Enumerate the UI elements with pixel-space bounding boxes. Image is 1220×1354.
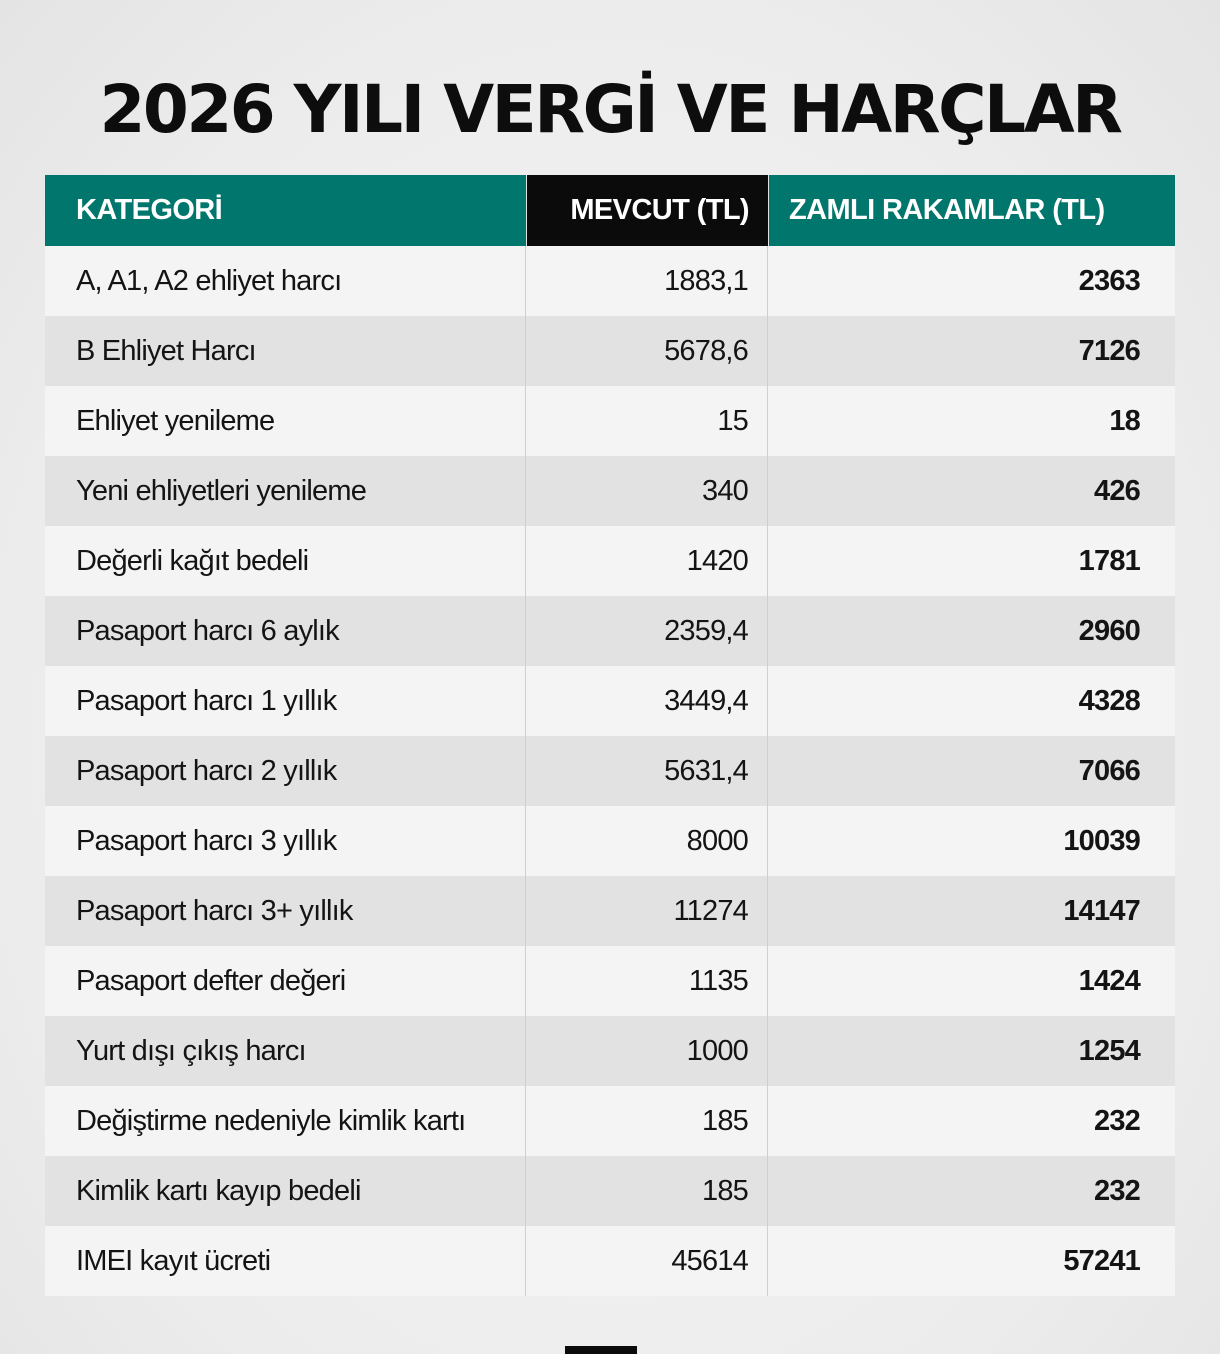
category-cell: Pasaport defter değeri: [45, 946, 526, 1016]
table-row: [45, 736, 1175, 806]
raised-value-cell: 18: [1109, 404, 1140, 437]
header-raised: ZAMLI RAKAMLAR (TL): [768, 175, 1175, 246]
category-cell: Pasaport harcı 1 yıllık: [45, 666, 526, 736]
current-value-cell: 45614: [526, 1226, 768, 1296]
category-cell: Değerli kağıt bedeli: [45, 526, 526, 596]
category-cell: Yurt dışı çıkış harcı: [45, 1016, 526, 1086]
raised-value-cell: 2363: [1078, 264, 1140, 297]
raised-value-cell: 14147: [1063, 894, 1140, 927]
category-cell: IMEI kayıt ücreti: [45, 1226, 526, 1296]
raised-value-cell: 7126: [1078, 334, 1140, 367]
raised-value-cell: 1254: [1078, 1034, 1140, 1067]
raised-value-cell: 4328: [1078, 684, 1140, 717]
category-cell: Pasaport harcı 3+ yıllık: [45, 876, 526, 946]
raised-value-cell: 232: [1094, 1104, 1140, 1137]
current-value-cell: 3449,4: [526, 666, 768, 736]
table-row: [45, 1086, 1175, 1156]
table-row: [45, 876, 1175, 946]
table-header-row: [45, 175, 1175, 246]
table-row: [45, 946, 1175, 1016]
header-current: MEVCUT (TL): [526, 175, 768, 246]
table-row: [45, 1226, 1175, 1296]
table-row: [45, 596, 1175, 666]
raised-value-cell: 232: [1094, 1174, 1140, 1207]
header-category: KATEGORİ: [45, 175, 526, 246]
table-row: [45, 806, 1175, 876]
table-row: [45, 456, 1175, 526]
raised-value-cell: 7066: [1078, 754, 1140, 787]
current-value-cell: 1135: [526, 946, 768, 1016]
category-cell: Değiştirme nedeniyle kimlik kartı: [45, 1086, 526, 1156]
category-cell: A, A1, A2 ehliyet harcı: [45, 246, 526, 316]
current-value-cell: 1883,1: [526, 246, 768, 316]
table-row: [45, 666, 1175, 736]
current-value-cell: 340: [526, 456, 768, 526]
current-value-cell: 8000: [526, 806, 768, 876]
table-row: [45, 1016, 1175, 1086]
current-value-cell: 5631,4: [526, 736, 768, 806]
table-row: [45, 246, 1175, 316]
page-title: 2026 YILI VERGİ VE HARÇLAR: [99, 71, 1121, 148]
category-cell: Pasaport harcı 6 aylık: [45, 596, 526, 666]
raised-value-cell: 57241: [1063, 1244, 1140, 1277]
current-value-cell: 185: [526, 1156, 768, 1226]
current-value-cell: 5678,6: [526, 316, 768, 386]
footer-bar-mark: [565, 1346, 637, 1354]
category-cell: B Ehliyet Harcı: [45, 316, 526, 386]
table-row: [45, 316, 1175, 386]
category-cell: Pasaport harcı 3 yıllık: [45, 806, 526, 876]
raised-value-cell: 2960: [1078, 614, 1140, 647]
category-cell: Pasaport harcı 2 yıllık: [45, 736, 526, 806]
category-cell: Ehliyet yenileme: [45, 386, 526, 456]
raised-value-cell: 426: [1094, 474, 1140, 507]
raised-value-cell: 1781: [1078, 544, 1140, 577]
fees-table: [45, 175, 1175, 1296]
current-value-cell: 1000: [526, 1016, 768, 1086]
current-value-cell: 1420: [526, 526, 768, 596]
current-value-cell: 185: [526, 1086, 768, 1156]
table-row: [45, 526, 1175, 596]
current-value-cell: 11274: [526, 876, 768, 946]
category-cell: Yeni ehliyetleri yenileme: [45, 456, 526, 526]
current-value-cell: 15: [526, 386, 768, 456]
category-cell: Kimlik kartı kayıp bedeli: [45, 1156, 526, 1226]
raised-value-cell: 1424: [1078, 964, 1140, 997]
table-row: [45, 1156, 1175, 1226]
current-value-cell: 2359,4: [526, 596, 768, 666]
table-row: [45, 386, 1175, 456]
raised-value-cell: 10039: [1063, 824, 1140, 857]
